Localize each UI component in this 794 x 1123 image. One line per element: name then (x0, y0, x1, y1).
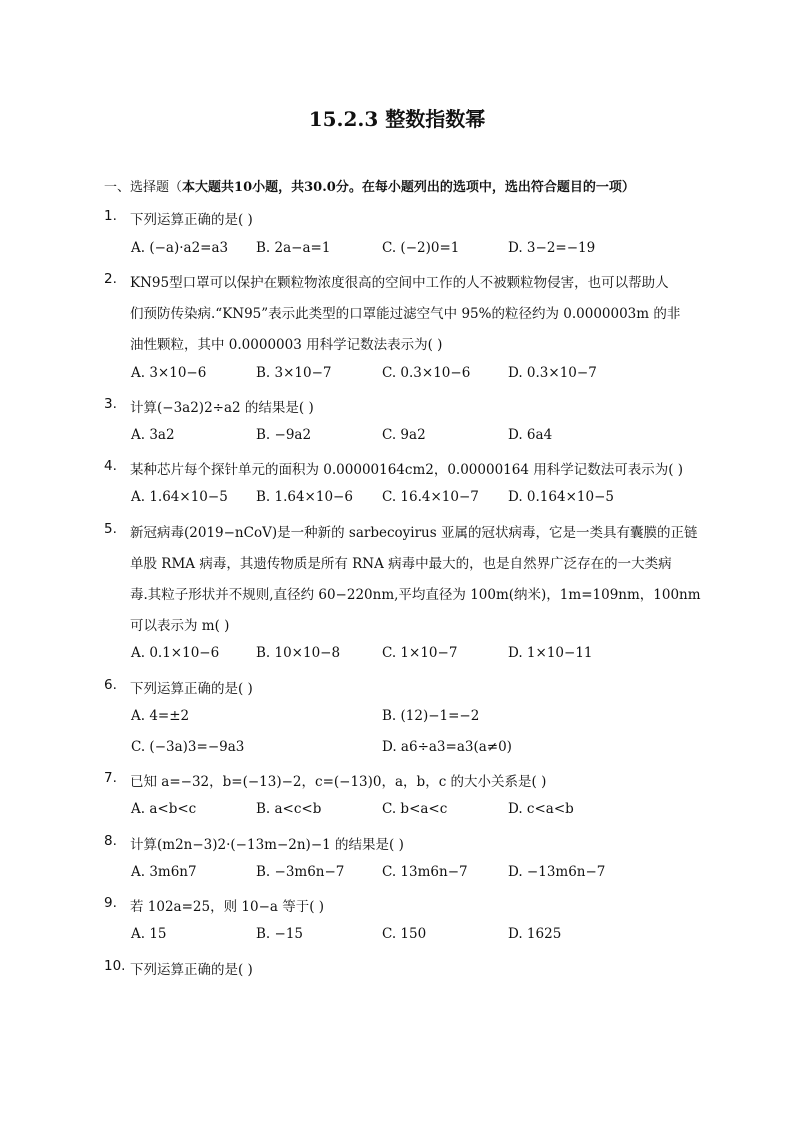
option-d: D. 3−2=−19 (508, 240, 596, 256)
question-number: 6. (104, 677, 117, 693)
option-c: C. b<a<c (382, 801, 448, 817)
option-b: B. 2a−a=1 (256, 240, 331, 256)
question-text: 们预防传染病.“KN95”表示此类型的口罩能过滤空气中 95%的粒径约为 0.0000003m 的非 (130, 306, 681, 322)
question-text: 可以表示为 m( ) (130, 618, 230, 634)
option-c: C. 13m6n−7 (382, 864, 468, 880)
question-text: 毒.其粒子形状并不规则,直径约 60−220nm,平均直径为 100m(纳米)，1m=109nm，100nm (130, 587, 701, 603)
option-d: D. a6÷a3=a3(a≠0) (382, 739, 512, 755)
option-d: D. 0.164×10−5 (508, 489, 614, 505)
question-text: 计算(−3a2)2÷a2 的结果是( ) (130, 400, 314, 416)
question-number: 1. (104, 208, 117, 224)
section-bold1: 本大题共 (182, 180, 235, 195)
question-number: 5. (104, 521, 117, 537)
option-c: C. (−2)0=1 (382, 240, 460, 256)
option-c: C. 0.3×10−6 (382, 365, 471, 381)
option-b: B. 1.64×10−6 (256, 489, 353, 505)
option-a: A. 0.1×10−6 (131, 645, 220, 661)
question-text: 若 102a=25，则 10−a 等于( ) (130, 899, 325, 915)
question-number: 8. (104, 833, 117, 849)
option-a: A. 3m6n7 (131, 864, 197, 880)
section-n2: 30.0 (304, 180, 336, 195)
option-b: B. −15 (256, 926, 303, 942)
section-mid2: 分。在每小题列出的选项中，选出符合题目的一项） (335, 180, 635, 195)
section-mid1: 小题，共 (252, 180, 305, 195)
question-text: 某种芯片每个探针单元的面积为 0.00000164cm2，0.00000164 用科学记数法可表示为( ) (130, 462, 684, 478)
question-number: 3. (104, 396, 117, 412)
option-c: C. (−3a)3=−9a3 (131, 739, 245, 755)
option-c: C. 16.4×10−7 (382, 489, 479, 505)
section-prefix: 一、选择题（ (104, 180, 183, 195)
option-d: D. −13m6n−7 (508, 864, 606, 880)
question-text: 下列运算正确的是( ) (130, 681, 253, 697)
option-b: B. 10×10−8 (256, 645, 341, 661)
question-number: 4. (104, 458, 117, 474)
option-a: A. 4=±2 (131, 708, 190, 724)
question-text: 下列运算正确的是( ) (130, 962, 253, 978)
option-d: D. 6a4 (508, 427, 553, 443)
question-number: 10. (104, 958, 126, 974)
page-title: 15.2.3 整数指数幂 (308, 107, 486, 131)
option-a: A. a<b<c (131, 801, 197, 817)
section-header (104, 176, 635, 195)
question-number: 7. (104, 770, 117, 786)
option-b: B. −9a2 (256, 427, 312, 443)
question-text: 已知 a=−32，b=(−13)−2，c=(−13)0，a，b，c 的大小关系是( ) (130, 774, 547, 790)
option-c: C. 9a2 (382, 427, 426, 443)
option-b: B. 3×10−7 (256, 365, 332, 381)
question-text: 下列运算正确的是( ) (130, 212, 253, 228)
question-number: 2. (104, 271, 117, 287)
question-text: 计算(m2n−3)2·(−13m−2n)−1 的结果是( ) (130, 837, 404, 853)
option-a: A. (−a)·a2=a3 (131, 240, 229, 256)
option-b: B. (12)−1=−2 (382, 708, 480, 724)
question-text: 新冠病毒(2019−nCoV)是一种新的 sarbecoyirus 亚属的冠状病毒，它是一类具有囊膜的正链 (130, 525, 698, 541)
question-text: 单股 RMA 病毒，其遗传物质是所有 RNA 病毒中最大的，也是自然界广泛存在的一大类病 (130, 556, 672, 572)
question-text: KN95型口罩可以保护在颗粒物浓度很高的空间中工作的人不被颗粒物侵害，也可以帮助人 (130, 275, 669, 291)
question-text: 油性颗粒，其中 0.0000003 用科学记数法表示为( ) (130, 337, 443, 353)
option-c: C. 1×10−7 (382, 645, 458, 661)
option-d: D. 0.3×10−7 (508, 365, 597, 381)
option-d: D. c<a<b (508, 801, 574, 817)
option-a: A. 3×10−6 (131, 365, 207, 381)
option-c: C. 150 (382, 926, 427, 942)
section-n1: 10 (234, 180, 253, 195)
option-b: B. a<c<b (256, 801, 322, 817)
option-a: A. 1.64×10−5 (131, 489, 228, 505)
option-d: D. 1625 (508, 926, 562, 942)
option-a: A. 15 (131, 926, 167, 942)
option-d: D. 1×10−11 (508, 645, 593, 661)
option-a: A. 3a2 (131, 427, 175, 443)
question-number: 9. (104, 895, 117, 911)
option-b: B. −3m6n−7 (256, 864, 345, 880)
